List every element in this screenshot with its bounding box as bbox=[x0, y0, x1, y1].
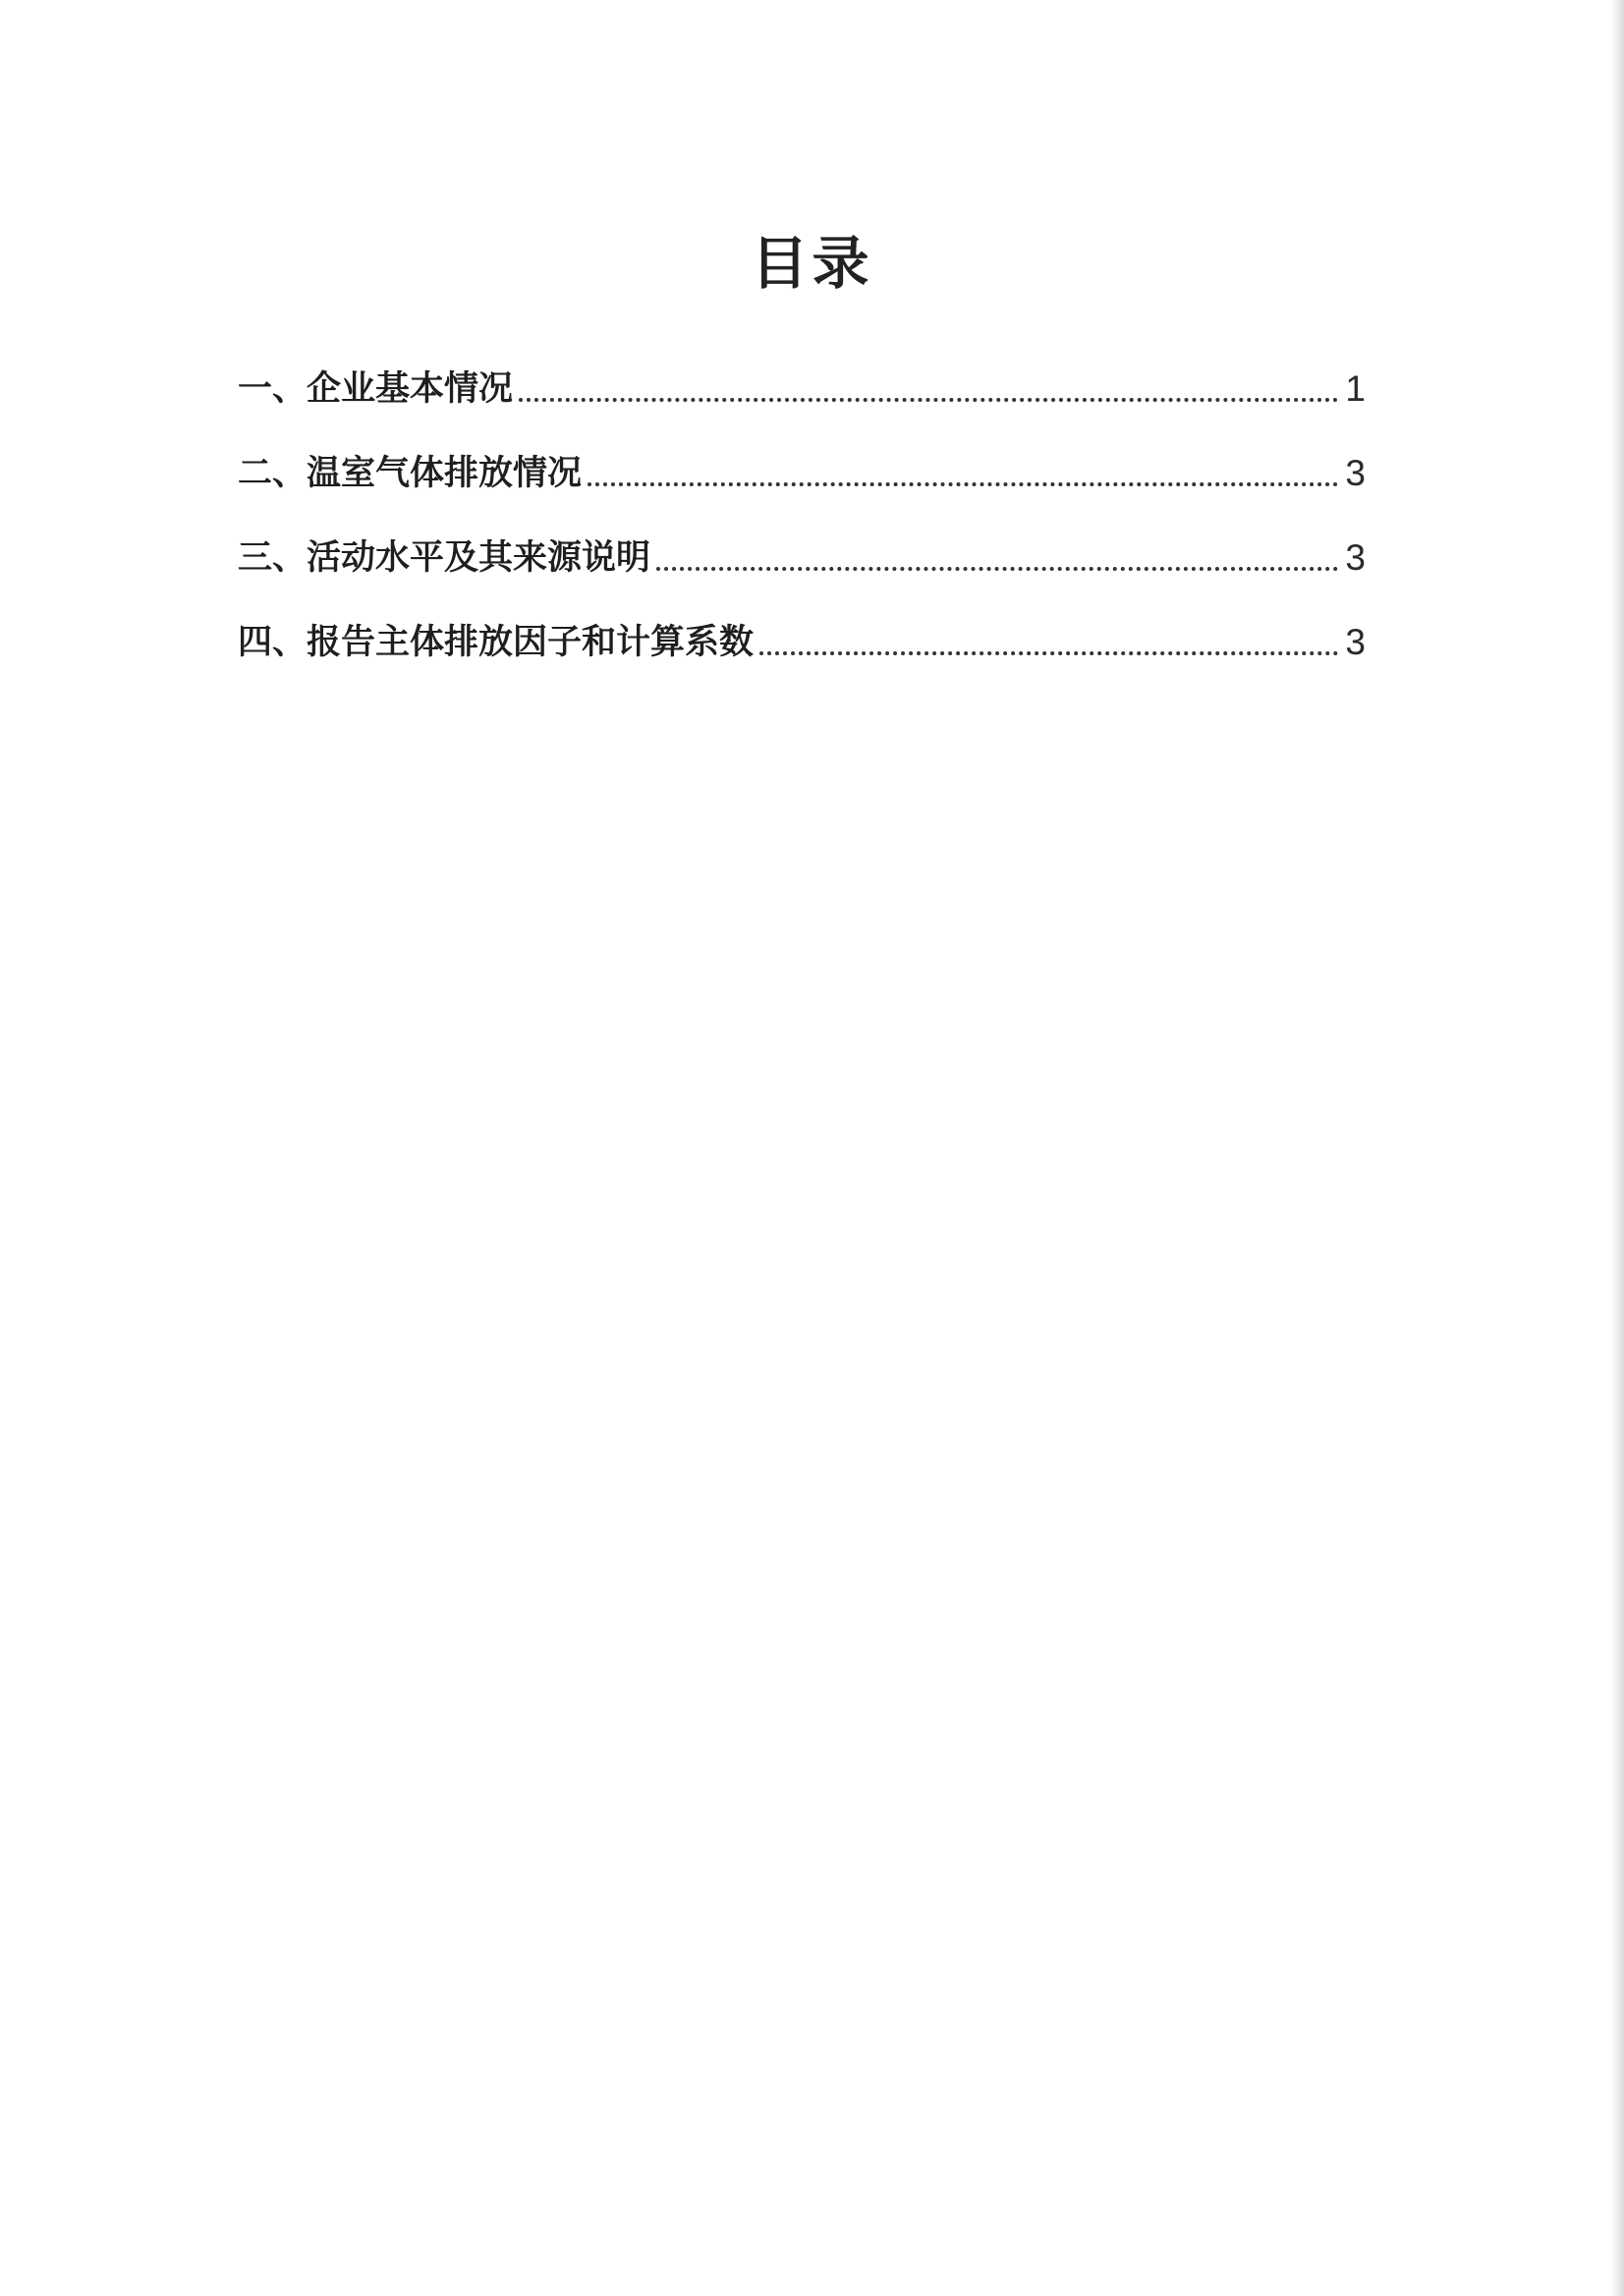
dot-leader bbox=[588, 482, 1338, 486]
toc-title: 目录 bbox=[751, 230, 873, 297]
toc-entry-page-number: 3 bbox=[1345, 622, 1366, 662]
toc-entry-page-number: 3 bbox=[1345, 537, 1366, 578]
toc-entry-label: 三、活动水平及其来源说明 bbox=[238, 538, 651, 578]
toc-entry-page-number: 3 bbox=[1345, 453, 1366, 493]
toc-entry-label: 四、报告主体排放因子和计算系数 bbox=[238, 623, 755, 662]
toc-entry[interactable] bbox=[238, 588, 1366, 672]
dot-leader bbox=[656, 567, 1338, 571]
dot-leader bbox=[759, 651, 1338, 655]
dot-leader bbox=[519, 398, 1338, 402]
toc-entry[interactable] bbox=[238, 334, 1366, 419]
toc-entry[interactable] bbox=[238, 419, 1366, 503]
toc-entry-label: 二、温室气体排放情况 bbox=[238, 454, 583, 493]
table-of-contents bbox=[238, 334, 1366, 672]
toc-entry-label: 一、企业基本情况 bbox=[238, 369, 514, 409]
toc-entry-page-number: 1 bbox=[1345, 368, 1366, 409]
toc-entry[interactable] bbox=[238, 503, 1366, 588]
scan-page-edge bbox=[1610, 0, 1624, 2296]
